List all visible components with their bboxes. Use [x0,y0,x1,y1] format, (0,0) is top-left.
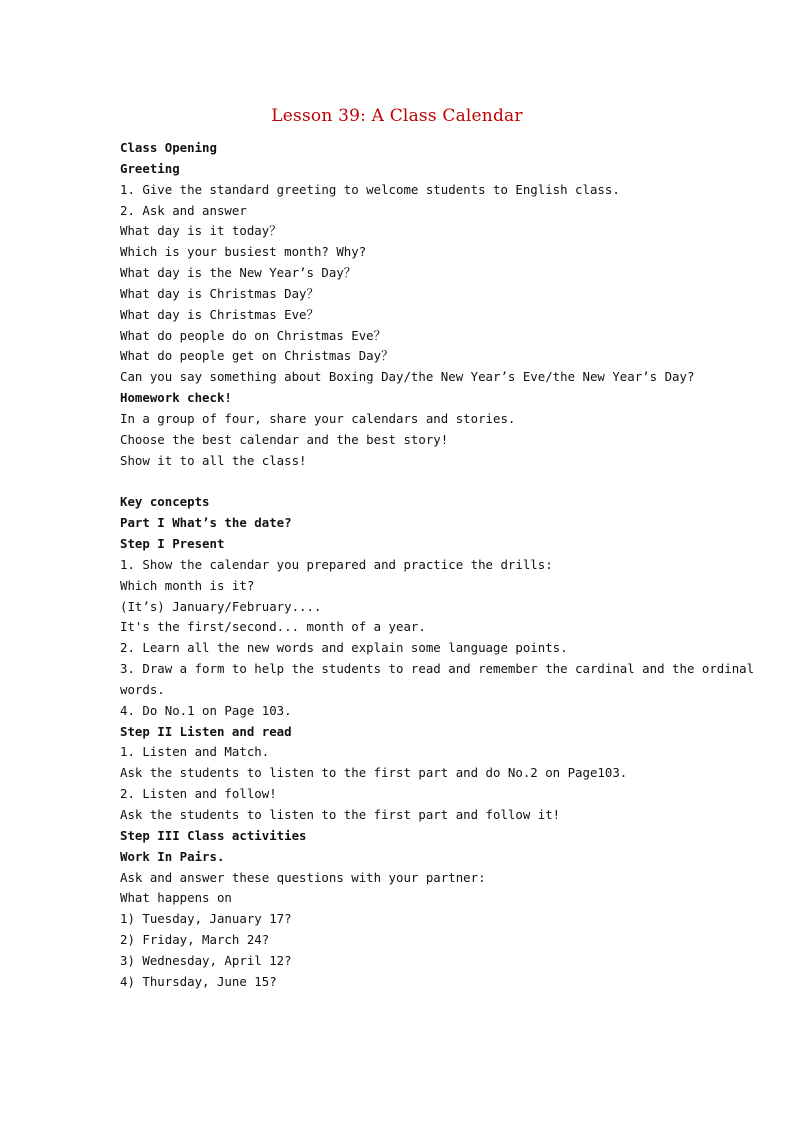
text-line: What day is it today？ [120,223,282,239]
text-line: What do people get on Christmas Day？ [120,348,394,364]
text-line: 3. Draw a form to help the students to read and remember the cardinal and the ordinal [120,661,755,677]
section-heading: Part I What’s the date? [120,515,292,531]
text-line: 2. Learn all the new words and explain some language points. [120,640,568,656]
text-line: Ask the students to listen to the first part and do No.2 on Page103. [120,765,628,781]
text-line: What day is Christmas Day？ [120,285,319,301]
text-line: Ask the students to listen to the first part and follow it! [120,807,561,822]
text-line: words. [120,681,165,697]
section-heading: Step II Listen and read [120,723,292,739]
section-heading: Key concepts [120,494,210,510]
section-heading: Greeting [120,160,180,176]
text-line: 2. Listen and follow! [120,786,277,802]
text-line: What day is Christmas Eve？ [120,306,319,322]
lesson-body [120,138,755,993]
text-line: Choose the best calendar and the best story! [120,431,449,447]
text-line: In a group of four, share your calendars and stories. [120,410,516,426]
text-line: 2. Ask and answer [120,202,247,218]
text-line: 1) Tuesday, January 17? [120,911,292,927]
text-line: What do people do on Christmas Eve？ [120,327,387,343]
section-heading: Class Opening [120,140,217,155]
text-line: It's the first/second... month of a year. [120,619,426,635]
blank-line [120,472,720,493]
text-line: What day is the New Year’s Day？ [120,265,357,281]
text-line: Show it to all the class! [120,452,307,468]
lesson-title: Lesson 39: A Class Calendar [271,106,523,126]
text-line: 1. Listen and Match. [120,744,270,760]
section-heading: Step III Class activities [120,827,307,843]
text-line: 3) Wednesday, April 12? [120,952,292,968]
text-line: 1. Give the standard greeting to welcome students to English class. [120,181,620,197]
section-heading: Work In Pairs. [120,848,225,864]
text-line: What happens on [120,890,232,906]
text-line: Ask and answer these questions with your partner: [120,869,486,885]
text-line: (It’s) January/February.... [120,598,322,614]
text-line: 4. Do No.1 on Page 103. [120,702,292,718]
text-line: Which is your busiest month? Why? [120,244,367,260]
text-line: 2) Friday, March 24? [120,932,270,948]
section-heading: Step I Present [120,536,225,552]
text-line: 1. Show the calendar you prepared and practice the drills: [120,556,553,572]
text-line: Can you say something about Boxing Day/the New Year’s Eve/the New Year’s Day? [120,369,695,385]
text-line: Which month is it? [120,577,255,593]
section-heading: Homework check! [120,390,232,406]
text-line: 4) Thursday, June 15? [120,973,277,989]
